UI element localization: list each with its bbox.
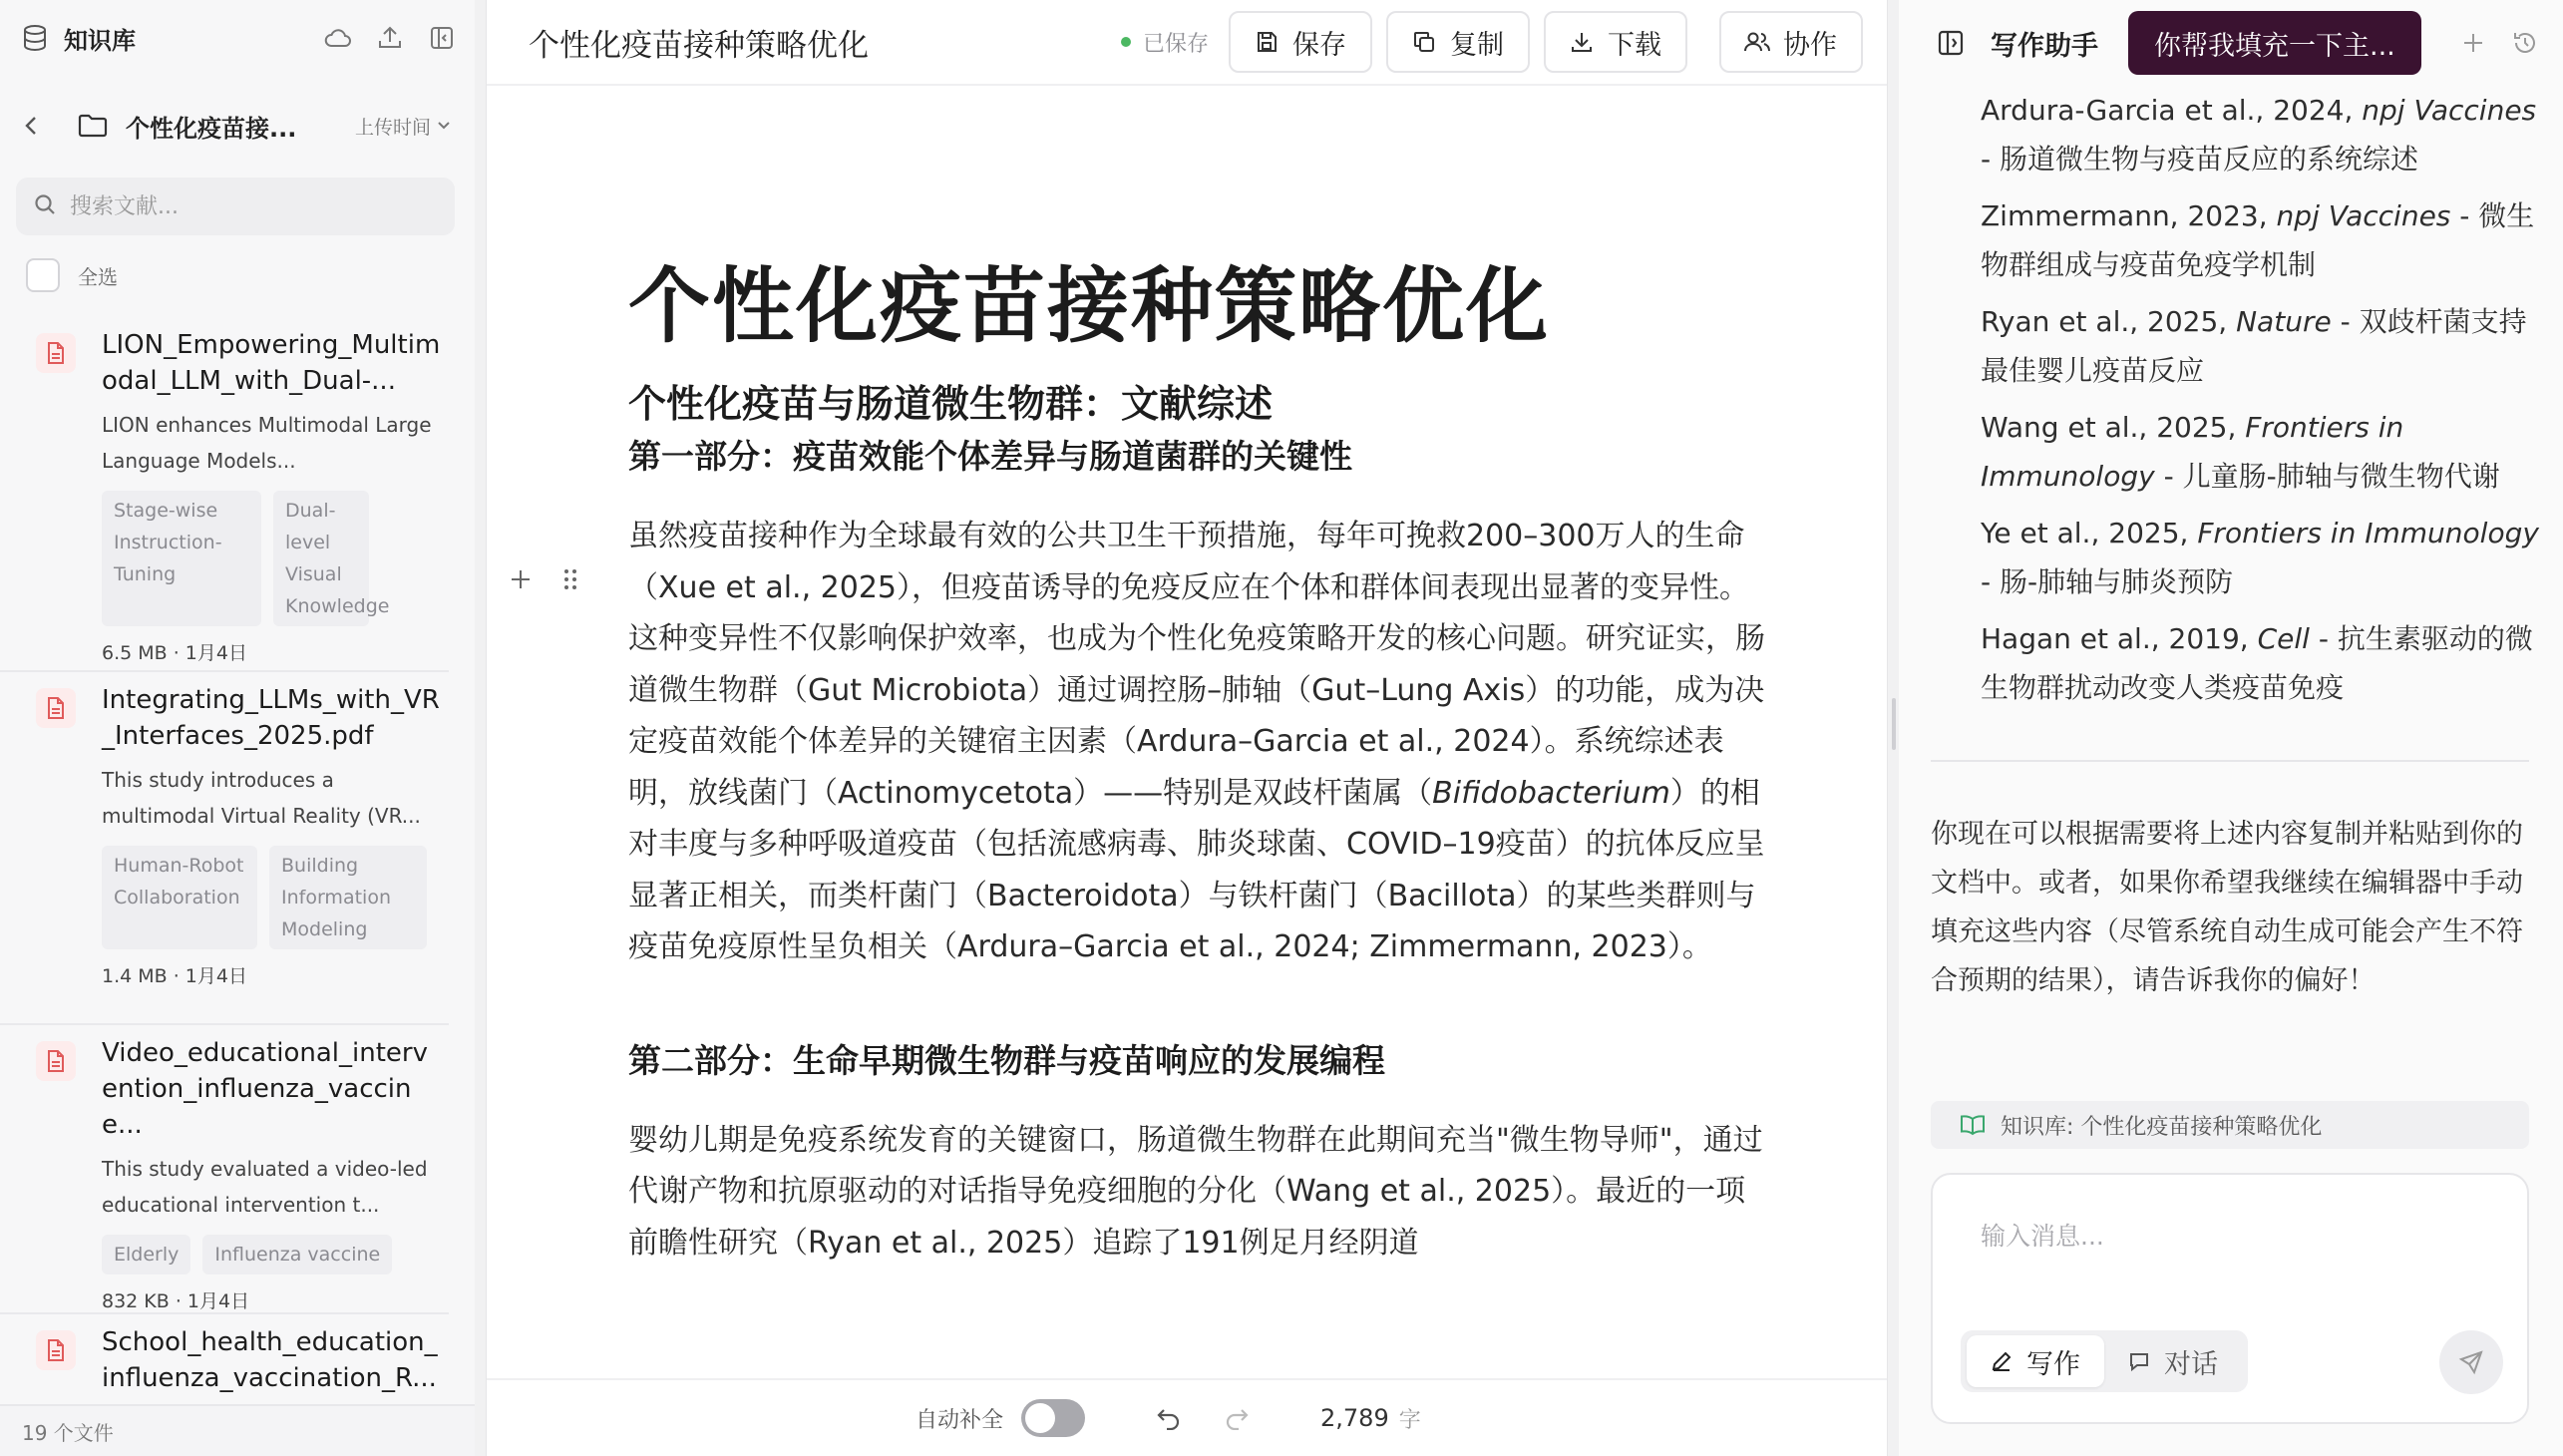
autocomplete-label: 自动补全 [915,1407,1004,1433]
back-chevron-icon[interactable] [24,111,48,141]
reference-item [1981,509,2539,606]
assistant-header [1899,0,2563,86]
file-item[interactable] [0,672,449,1025]
paragraph-text: 虽然疫苗接种作为全球最有效的公共卫生干预措施，每年可挽救200–300万人的生命（Xue et al., 2025），但疫苗诱导的免疫反应在个体和群体间表现出显著的变异性。这种变异性不仅影响保护效率，也成为个性化免疫策略开发的核心问题。研究证实，肠道微生物群（Gut Microbiota）通过调控肠–肺轴（Gut–Lung Axis）的功能，成为决定疫苗效能个体差异的关键宿主因素（Ardura–Garcia et al., 2024）。系统综述表明，放线菌门（Actinomycetota）——特别是双歧杆菌属（ [628,519,1765,811]
ref-summary: - 肠道微生物与疫苗反应的系统综述 [1981,143,2419,176]
download-label: 下载 [1608,29,1661,61]
heading-part-2[interactable]: 第二部分：生命早期微生物群与疫苗响应的发展编程 [628,1040,1385,1080]
mode-chat-button[interactable] [2104,1335,2242,1387]
select-all-row[interactable] [26,257,118,293]
send-button[interactable] [2439,1330,2503,1394]
pencil-icon [1989,1348,2014,1374]
drag-handle-icon[interactable] [558,564,582,594]
save-status-label: 已保存 [1142,31,1209,57]
mode-chat-label: 对话 [2164,1348,2218,1380]
writing-assistant-panel [1899,0,2563,1456]
file-tags [102,846,446,949]
collapse-sidebar-icon[interactable] [427,23,457,53]
editor-toolbar [487,0,1887,86]
ref-authors: Zimmermann, 2023, [1981,199,2277,232]
heading-part-1[interactable]: 第一部分：疫苗效能个体差异与肠道菌群的关键性 [628,437,1352,476]
heading-2[interactable]: 个性化疫苗与肠道微生物群：文献综述 [628,382,1274,426]
reference-item [1981,614,2539,712]
ref-authors: Ye et al., 2025, [1981,517,2198,549]
sidebar-tools [323,23,457,53]
ref-authors: Hagan et al., 2019, [1981,622,2258,655]
database-icon [20,23,50,53]
chat-bubble-icon [2126,1348,2152,1374]
mode-write-button[interactable] [1967,1335,2104,1387]
ref-summary: - 双歧杆菌支持最佳婴儿疫苗反应 [1981,305,2527,387]
chat-session-tab[interactable]: 你帮我填充一下主... [2128,11,2421,75]
upload-icon[interactable] [375,23,405,53]
ref-journal: npj Vaccines [2362,94,2537,127]
save-icon [1253,28,1281,56]
save-button[interactable] [1229,11,1372,73]
reference-item [1981,191,2539,289]
search-box [16,178,455,235]
editor-status-bar [487,1378,1887,1456]
reference-list [1981,86,2539,720]
add-block-icon[interactable] [509,564,533,594]
file-tag: Dual-level Visual Knowledge [273,491,369,626]
saved-dot-icon [1121,37,1131,47]
sort-dropdown[interactable] [355,113,451,140]
ref-authors: Wang et al., 2025, [1981,411,2246,444]
file-name[interactable]: Integrating_LLMs_with_VR_Interfaces_2025.pdf [102,685,440,751]
pdf-file-icon [36,688,76,728]
ref-authors: Ardura-Garcia et al., 2024, [1981,94,2363,127]
message-composer [1931,1173,2529,1424]
editor-body[interactable] [487,88,1887,1378]
file-meta: 832 KB · 1月4日 [102,1290,250,1312]
panel-resize-handle[interactable] [1892,698,1896,750]
reference-item [1981,403,2539,501]
file-list [0,317,475,1404]
file-tag: Stage-wise Instruction-Tuning [102,491,261,626]
cloud-icon[interactable] [323,23,353,53]
word-count: 2,789 [1320,1404,1389,1432]
ref-journal: Cell [2257,622,2310,655]
select-all-checkbox[interactable] [26,258,60,292]
file-meta: 6.5 MB · 1月4日 [102,642,247,664]
collaborate-button[interactable] [1719,11,1863,73]
file-tag: Human-Robot Collaboration [102,846,257,949]
paragraph-2[interactable]: 婴幼儿期是免疫系统发育的关键窗口，肠道微生物群在此期间充当"微生物导师"，通过代谢产物和抗原驱动的对话指导免疫细胞的分化（Wang et al., 2025）。最近的一项前瞻性研究（Ryan et al., 2025）追踪了191例足月经阴道 [628,1122,1763,1261]
autocomplete-toggle[interactable] [1021,1399,1085,1437]
new-chat-icon[interactable] [2459,29,2487,57]
knowledge-sidebar [0,0,475,1456]
toolbar-buttons [1229,11,1687,73]
pdf-file-icon [36,333,76,373]
folder-name: 个性化疫苗接... [126,114,297,143]
save-label: 保存 [1292,29,1346,61]
users-icon [1743,28,1771,56]
document-content[interactable] [628,257,1765,1269]
search-icon [34,193,56,219]
sidebar-header [20,16,457,60]
download-icon [1568,28,1596,56]
file-description: This study evaluated a video-led educational intervention t... [102,1157,428,1217]
file-tags [102,1235,446,1274]
assistant-title: 写作助手 [1991,30,2098,62]
copy-button[interactable] [1386,11,1530,73]
collaborate-label: 协作 [1783,29,1837,61]
select-all-label: 全选 [78,264,118,289]
folder-icon [78,111,112,141]
document-title[interactable]: 个性化疫苗接种策略优化 [529,27,869,64]
knowledge-base-label: 知识库: 个性化疫苗接种策略优化 [2001,1114,2323,1140]
file-name[interactable]: School_health_education_influenza_vaccination_R... [102,1327,438,1393]
paragraph-1[interactable] [628,511,1765,973]
reference-item [1981,297,2539,395]
redo-icon[interactable] [1221,1402,1253,1434]
file-meta: 1.4 MB · 1月4日 [102,965,247,987]
chevron-down-icon [437,121,451,131]
file-tag: Influenza vaccine [202,1235,392,1274]
ref-authors: Ryan et al., 2025, [1981,305,2237,338]
word-count-unit: 字 [1398,1407,1421,1433]
heading-1[interactable]: 个性化疫苗接种策略优化 [628,259,1551,354]
sort-label: 上传时间 [354,116,431,139]
document-editor [487,0,1887,1456]
knowledge-base-chip[interactable] [1931,1101,2529,1149]
send-icon [2458,1349,2484,1375]
ref-summary: - 儿童肠-肺轴与微生物代谢 [2154,460,2500,493]
copy-icon [1410,28,1438,56]
history-icon[interactable] [2511,29,2539,57]
file-name[interactable]: Video_educational_intervention_influenza_vaccine... [102,1038,428,1140]
download-button[interactable] [1544,11,1687,73]
ref-summary: - 抗生素驱动的微生物群扰动改变人类疫苗免疫 [1981,622,2533,704]
italic-term: Bifidobacterium [1432,775,1670,811]
ref-journal: Nature [2236,305,2332,338]
panel-toggle-icon[interactable] [1935,27,1967,59]
mode-switcher [1961,1330,2248,1392]
undo-icon[interactable] [1153,1402,1185,1434]
file-description: This study introduces a multimodal Virtual Reality (VR... [102,768,421,828]
message-input[interactable] [1981,1217,2479,1296]
file-item[interactable] [0,317,449,672]
ref-journal: Frontiers in Immunology [2197,517,2539,549]
file-name[interactable]: LION_Empowering_Multimodal_LLM_with_Dual-... [102,330,441,396]
ref-journal: Frontiers in Immunology [1981,411,2404,493]
assistant-divider [1931,760,2529,762]
file-description: LION enhances Multimodal Large Language Models... [102,413,432,473]
sidebar-title: 知识库 [64,26,136,55]
ref-summary: - 肠-肺轴与肺炎预防 [1981,565,2234,598]
paragraph-text: ）的相对丰度与多种呼吸道疫苗（包括流感病毒、肺炎球菌、COVID–19疫苗）的抗体反应呈显著正相关，而类杆菌门（Bacteroidota）与铁杆菌门（Bacillota）的某些类群则与疫苗免疫原性呈负相关（Ardura–Garcia et al., 2024; Zimmermann, 2023）。 [628,775,1765,964]
file-tag: Building Information Modeling [269,846,427,949]
search-input[interactable] [70,194,429,219]
copy-label: 复制 [1450,29,1504,61]
mode-write-label: 写作 [2026,1348,2080,1380]
ref-journal: npj Vaccines [2276,199,2451,232]
save-status [1121,27,1209,58]
ref-summary: - 微生物群组成与疫苗免疫学机制 [1981,199,2535,281]
assistant-message: 你现在可以根据需要将上述内容复制并粘贴到你的文档中。或者，如果你希望我继续在编辑器中手动填充这些内容（尽管系统自动生成可能会产生不符合预期的结果），请告诉我你的偏好！ [1931,819,2523,996]
reference-item [1981,86,2539,183]
pdf-file-icon [36,1330,76,1370]
file-tag: Elderly [102,1235,190,1274]
file-item[interactable] [0,1025,449,1314]
file-tags [102,491,446,626]
file-item[interactable] [0,1314,449,1404]
pdf-file-icon [36,1041,76,1081]
block-gutter [509,564,582,594]
book-icon [1959,1111,1987,1139]
folder-row [24,104,451,148]
file-count: 19 个文件 [0,1404,475,1456]
